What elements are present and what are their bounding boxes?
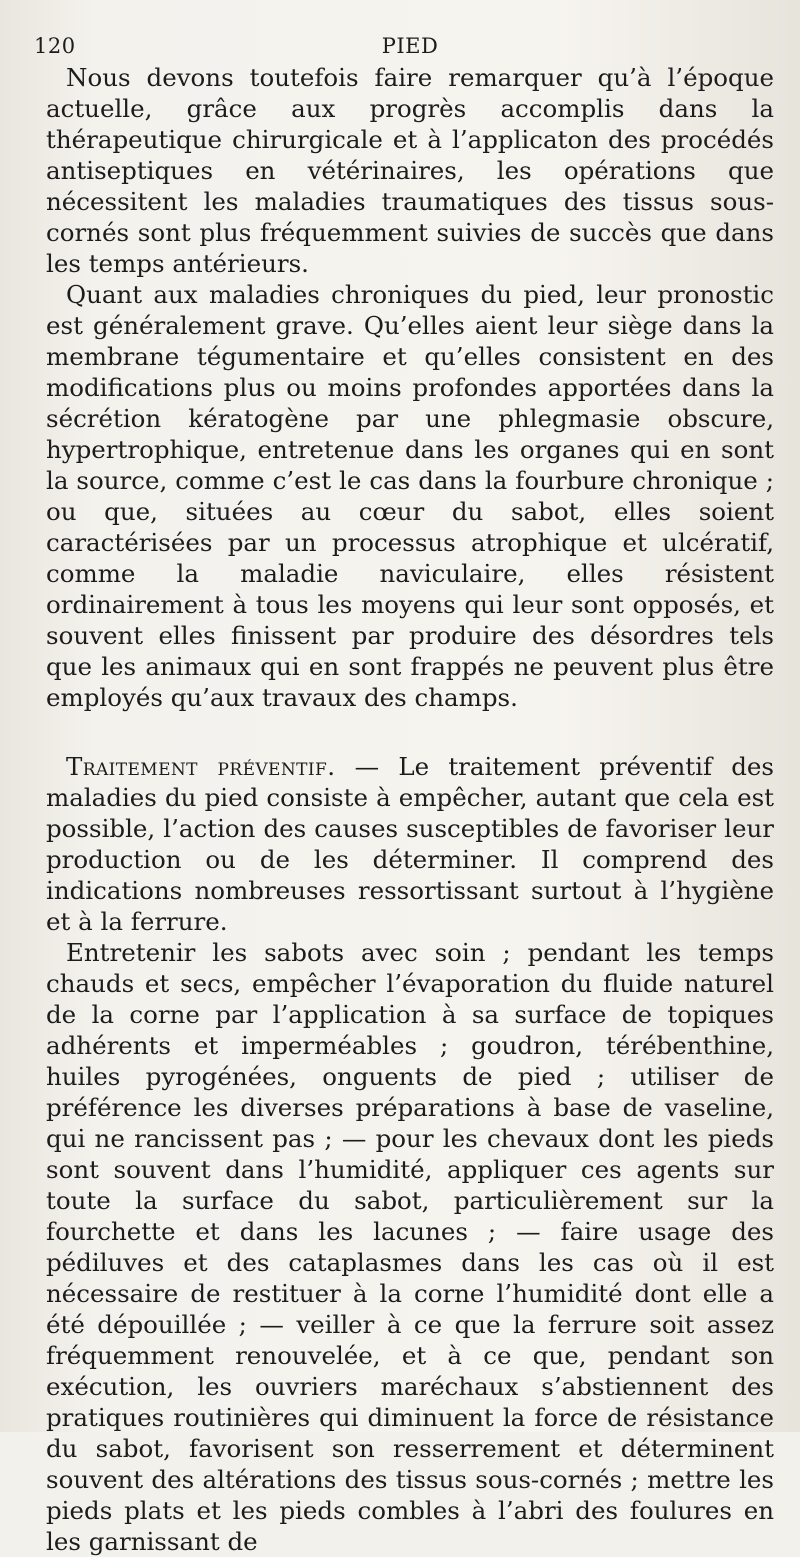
paragraph-chronic-diseases: Quant aux maladies chroniques du pied, leur pronostic est généralement grave. Qu’elles aient leur siège dans la membrane tégumentaire et qu’elles consistent en des modifications plus ou moins profondes apportées dans la sécrétion kératogène par une phlegmasie obscure, hypertrophique, entretenue dans les organes qui en sont la source, comme c’est le cas dans la fourbure chronique ; ou que, situées au cœur du sabot, elles soient caractérisées par un processus atrophique et ulcératif, comme la maladie naviculaire, elles résistent ordinairement à tous les moyens qui leur sont opposés, et souvent elles finissent par produire des désordres tels que les animaux qui en sont frappés ne peuvent plus être employés qu’aux travaux des champs. <box>46 280 774 712</box>
running-head <box>34 34 774 62</box>
section-intro-text: Le traitement préventif des maladies du pied consiste à empêcher, autant que cela est possible, l’action des causes susceptibles de favoriser leur production ou de les déterminer. Il comprend des indications nombreuses ressortissant surtout à l’hygiène et à la ferrure. <box>46 752 774 936</box>
section-gap <box>46 713 774 751</box>
paragraph-preventive-treatment <box>46 751 774 937</box>
paragraph-surgical-prognosis: Nous devons toutefois faire remarquer qu’à l’époque actuelle, grâce aux progrès accomplis dans la thérapeutique chirurgicale et à l’applicaton des procédés antiseptiques en vétérinaires, les opérations que nécessitent les maladies traumatiques des tissus sous-cornés sont plus fréquemment suivies de succès que dans les temps antérieurs. <box>46 63 774 278</box>
heading-dash: — <box>335 752 399 781</box>
page-number: 120 <box>34 34 76 58</box>
running-title: PIED <box>381 34 439 58</box>
paragraph-hoof-care: Entretenir les sabots avec soin ; pendant les temps chauds et secs, empêcher l’évaporation du fluide naturel de la corne par l’application à sa surface de topiques adhérents et imperméables ; goudron, térébenthine, huiles pyrogénées, onguents de pied ; utiliser de préférence les diverses préparations à base de vaseline, qui ne rancissent pas ; — pour les chevaux dont les pieds sont souvent dans l’humidité, appliquer ces agents sur toute la surface du sabot, particulièrement sur la fourchette et dans les lacunes ; — faire usage des pédiluves et des cataplasmes dans les cas où il est nécessaire de restituer à la corne l’humidité dont elle a été dépouillée ; — veiller à ce que la ferrure soit assez fréquemment renouvelée, et à ce que, pendant son exécution, les ouvriers maréchaux s’abstiennent des pratiques routinières qui diminuent la force de résistance du sabot, favorisent son resserrement et déterminent souvent des altérations des tissus sous-cornés ; mettre les pieds plats et les pieds combles à l’abri des foulures en les garnissant de <box>46 938 774 1556</box>
section-heading: Traitement préventif. <box>66 752 336 781</box>
